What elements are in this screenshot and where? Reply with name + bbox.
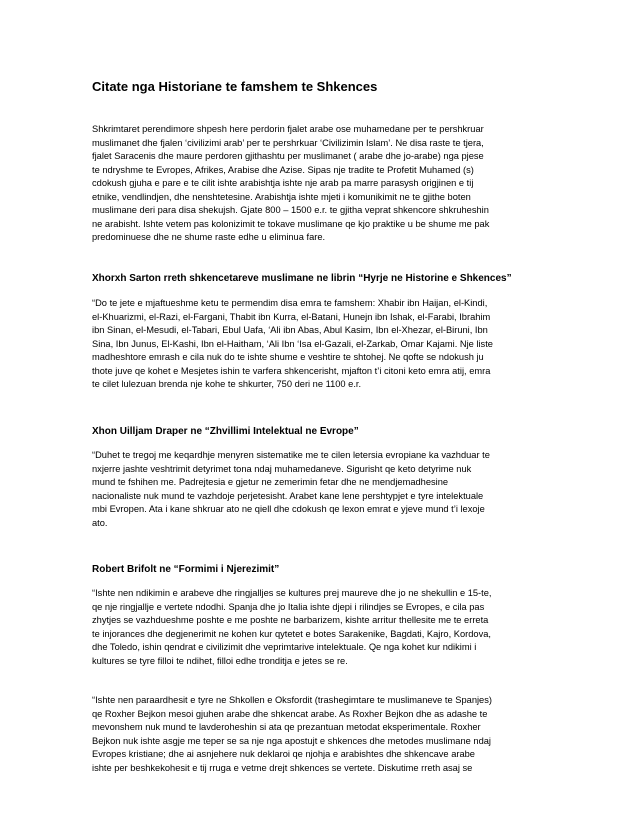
text-line: dhe Toledo, ishin qendrat e civilizimit dhe veprimtarive intelektuale. Qe nga kohet kur ndikimi i [92, 642, 477, 652]
section-heading-draper: Xhon Uilljam Draper ne “Zhvillimi Intelektual ne Evrope” [92, 426, 359, 437]
text-line: Evropes kristiane; dhe ai asnjehere nuk deklaroi qe njohja e arabishtes dhe shkencave arabe [92, 749, 475, 759]
text-line: thote juve qe kohet e Mesjetes ishin te varfera shkencerisht, mjafton t’i citoni keto emra atij, emra [92, 365, 491, 376]
text-line: “Ishte nen ndikimin e arabeve dhe ringjalljes se kultures prej maureve dhe jo ne shekullin e 15-te, [92, 588, 492, 598]
text-line: ishte per beshkekohesit e tij rruga e vetme drejt shkences se vertete. Diskutime rreth asaj se [92, 762, 473, 773]
text-line: cdokush gjuha e pare e te cilit ishte arabishtja ishte nje arab pa marre parasysh origjinen e tij [92, 178, 474, 188]
text-line: nacionaliste nuk mund te vazhdoje perjetesisht. Arabet kane lene pershtypjet e tyre intelektuale [92, 490, 484, 501]
text-line: zhytjes se vazhdueshme poshte e me poshte ne barbarizem, kishte arritur thellesite me te erreta [92, 615, 489, 625]
document-title: Citate nga Historiane te famshem te Shkences [92, 79, 378, 94]
quote-paragraph-sarton [92, 297, 554, 392]
text-line: “Do te jete e mjaftueshme ketu te permendim disa emra te famshem: Xhabir ibn Haijan, el-Kindi, [92, 298, 488, 308]
text-line: “Duhet te tregoj me keqardhje menyren sistematike me te cilen letersia evropiane ka vazhduar te [92, 450, 490, 460]
quote-paragraph-brifolt-2 [92, 694, 554, 775]
text-line: ibn Sinan, el-Mesudi, el-Tabari, Ebul Uafa, ‘Ali ibn Abas, Abul Kasim, Ibn el-Xhezar, el-Biruni, Ibn [92, 325, 488, 335]
text-line: Shkrimtaret perendimore shpesh here perdorin fjalet arabe ose muhamedane per te pershkruar [92, 124, 484, 134]
quote-paragraph-draper [92, 449, 554, 530]
text-line: mbi Evropen. Ata i kane shkruar ato ne qiell dhe cdokush qe lexon emrat e yjeve mund t’i lexoje [92, 504, 485, 514]
section-heading-sarton: Xhorxh Sarton rreth shkencetareve muslimane ne librin “Hyrje ne Historine e Shkences” [92, 273, 512, 284]
text-line: fjalet Saracenis dhe maure perdoren gjithashtu per muslimanet ( arabe dhe jo-arabe) nga pjese [92, 151, 484, 161]
text-line: nxjerre jashte veshtrimit detyrimet tona ndaj muhamedaneve. Sigurisht qe keto detyrime nuk [92, 463, 472, 474]
text-line: Sina, Ibn Junus, El-Kashi, Ibn el-Haitham, ‘Ali Ibn ‘Isa el-Gazali, el-Zarkab, Omar Kajami. Nje liste [92, 338, 493, 349]
text-line: ato. [92, 517, 108, 528]
text-line: kultures se tyre filloi te ndihet, filloi edhe tronditja e jetes se re. [92, 655, 348, 666]
text-line: muslimane deri para disa shekujsh. Gjate 800 – 1500 e.r. te gjitha veprat shkencore shkruheshin [92, 205, 489, 215]
text-line: “Ishte nen paraardhesit e tyre ne Shkollen e Oksfordit (trashegimtare te muslimaneve te Spanjes) [92, 695, 492, 705]
intro-paragraph [92, 123, 554, 245]
text-line: mevonshem nuk mund te lavderoheshin si ata qe prezantuan metodat eksperimentale. Roxher [92, 722, 481, 732]
text-line: qe nje ringjallje e vertete ndodhi. Spanja dhe jo Italia ishte djepi i rilindjes se Evropes, e cila pas [92, 601, 485, 612]
text-line: madheshtore emrash e cila nuk do te ishte shume e veshtire te shtohej. Ne qofte se ndokush ju [92, 352, 484, 362]
text-line: mund te fshihen me. Padrejtesia e gjetur ne zemerimin fetar dhe ne mendjemadhesine [92, 477, 449, 487]
text-line: te ndryshme te Evropes, Afrikes, Arabise dhe Azise. Sipas nje tradite te Profetit Muhamed (s) [92, 164, 474, 175]
text-line: ne arabisht. Ishte vetem pas kolonizimit te tokave muslimane qe kjo praktike u be shume me pak [92, 218, 490, 229]
section-heading-brifolt: Robert Brifolt ne “Formimi i Njerezimit” [92, 564, 280, 575]
text-line: Bejkon nuk ishte asgje me teper se sa nje nga apostujt e shkences dhe metodes muslimane ndaj [92, 735, 491, 746]
text-line: te injorances dhe degjenerimit ne kohen kur qytetet e botes Sarakenike, Bagdati, Kajro, Kordova, [92, 628, 491, 639]
text-line: predominuese dhe ne shume raste edhe u eliminua fare. [92, 232, 326, 242]
quote-paragraph-brifolt-1 [92, 587, 554, 668]
text-line: qe Roxher Bejkon mesoi gjuhen arabe dhe shkencat arabe. As Roxher Bejkon dhe as adashe te [92, 708, 488, 719]
text-line: el-Khuarizmi, el-Razi, el-Fargani, Thabit ibn Kurra, el-Batani, Hunejn ibn Ishak, el-Farabi, Ibrahim [92, 311, 491, 322]
text-line: muslimanet dhe fjalen ‘civilizimi arab’ per te pershrkuar ‘Civilizimin Islam’. Ne disa raste te tjera, [92, 137, 484, 148]
text-line: etnike, vendlindjen, dhe nenshtetesine. Arabishtja ishte mjeti i komunikimit ne te gjithe boten [92, 191, 471, 202]
text-line: te cilet lulezuan brenda nje kohe te shkurter, 750 deri ne 1100 e.r. [92, 379, 362, 389]
